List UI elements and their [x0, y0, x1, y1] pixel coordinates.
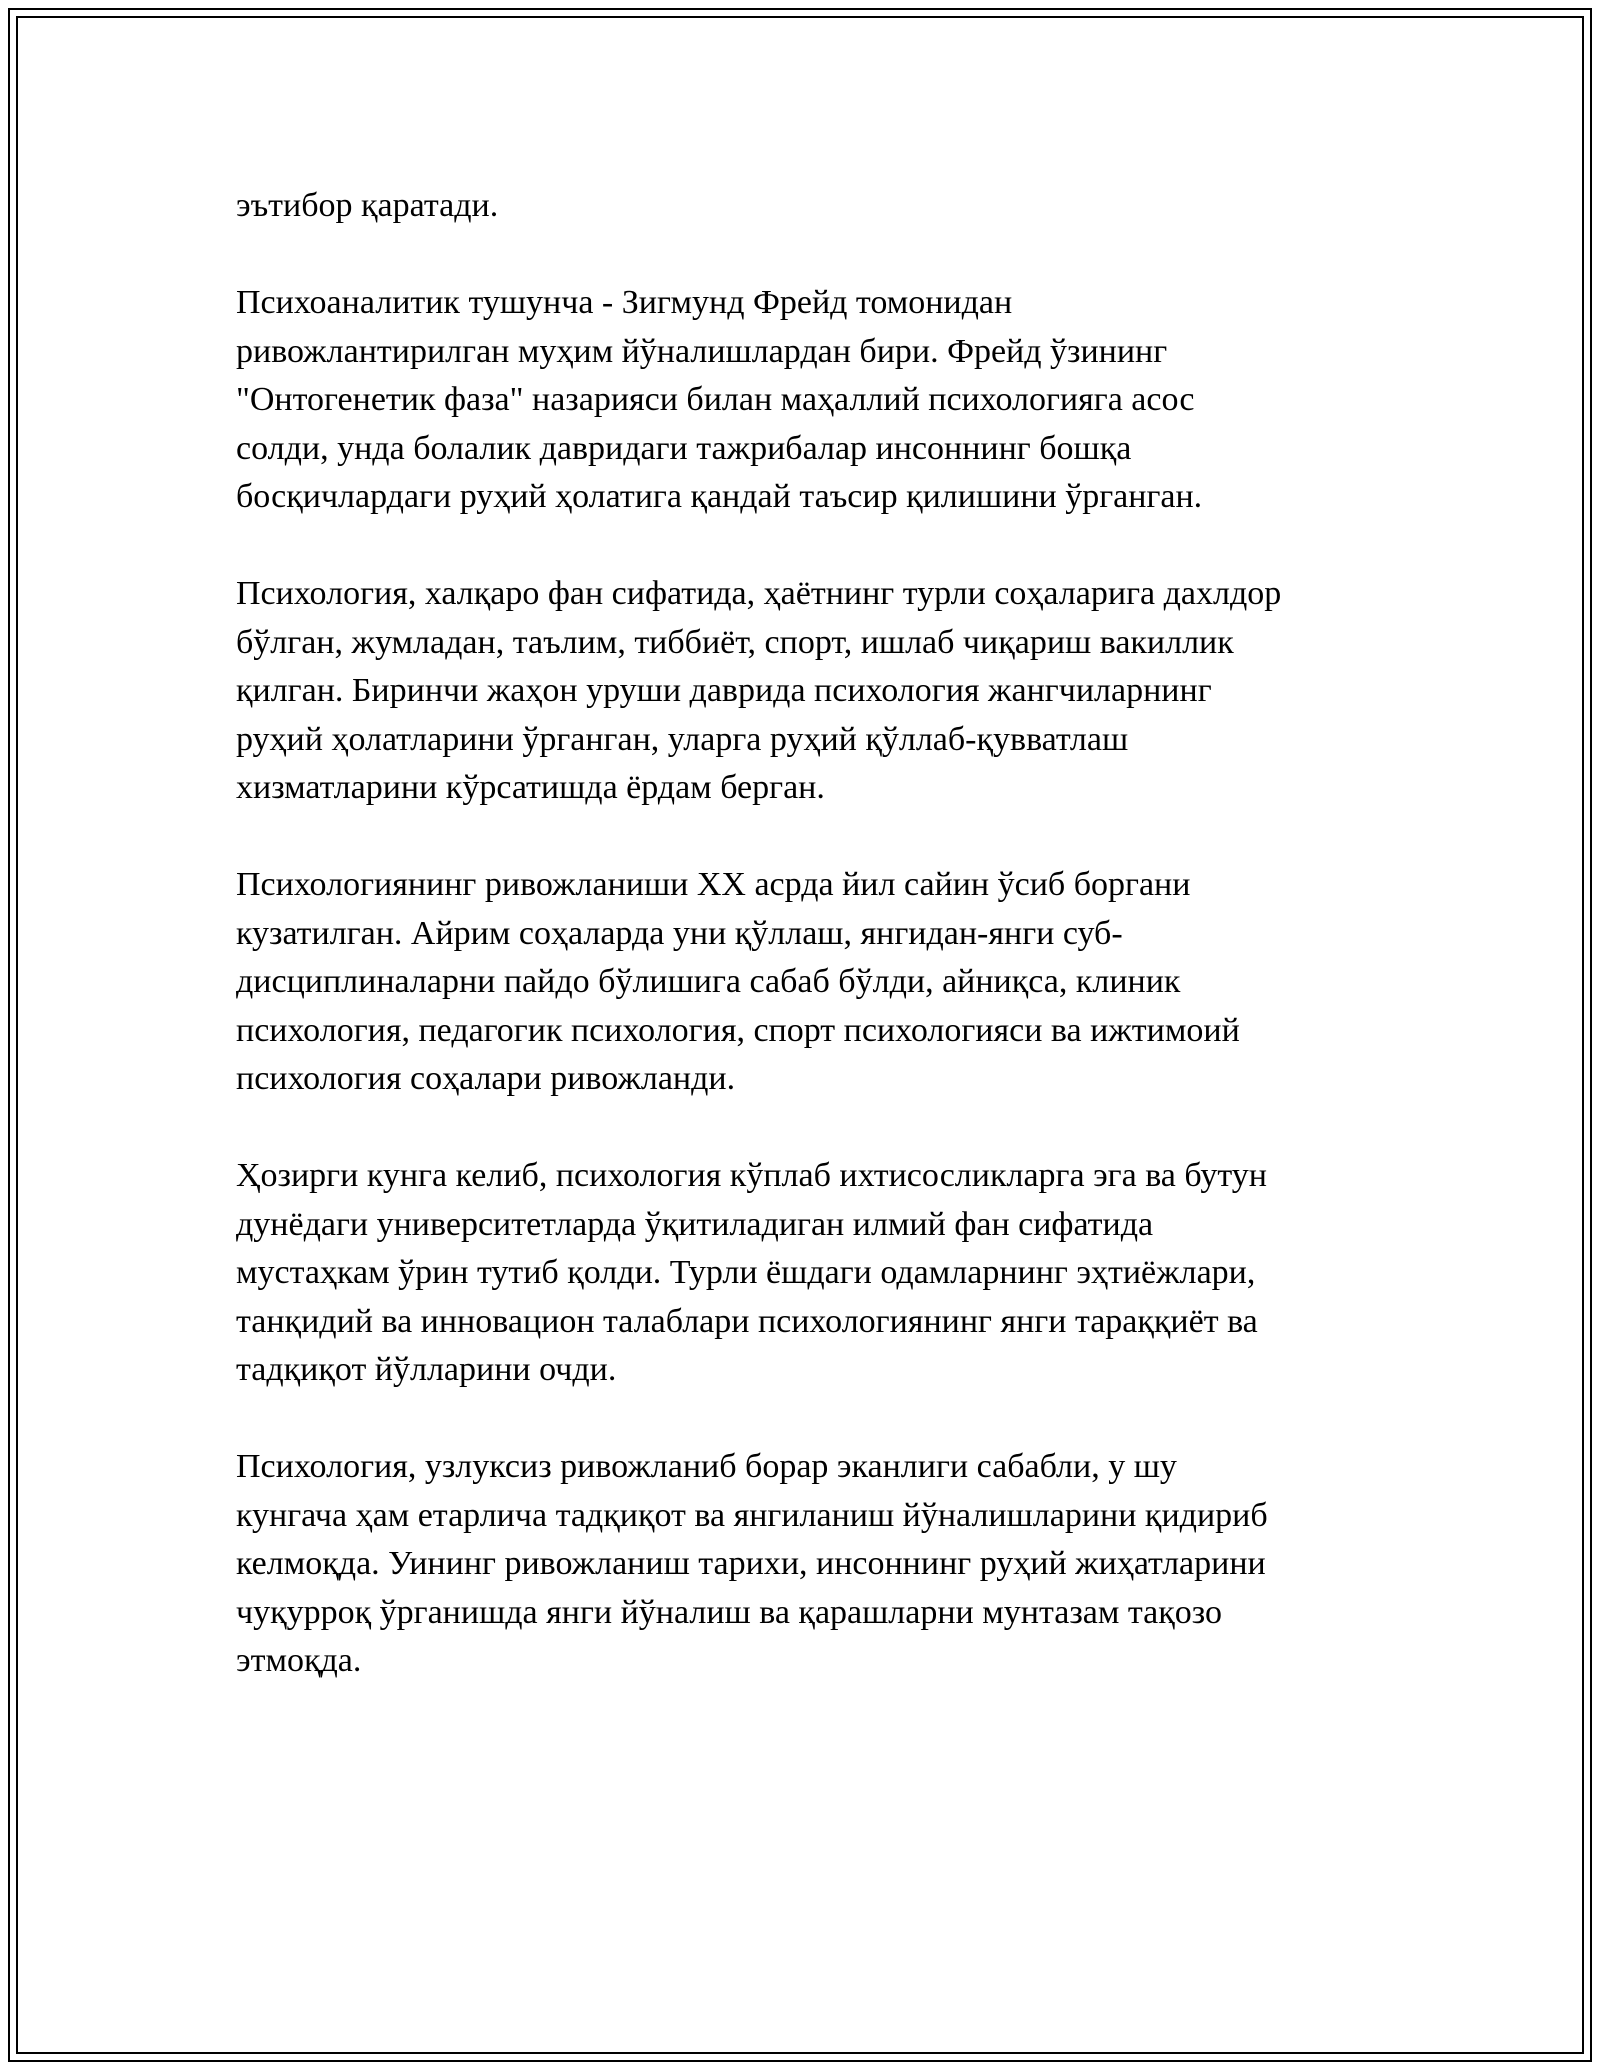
text-line: Психология, узлуксиз ривожланиб борар эканлиги сабабли, у шу — [236, 1448, 1177, 1485]
text-line: психология соҳалари ривожланди. — [236, 1060, 736, 1097]
text-line: қилган. Биринчи жаҳон уруши даврида психология жангчиларнинг — [236, 672, 1212, 709]
text-line: келмоқда. Уининг ривожланиш тарихи, инсоннинг руҳий жиҳатларини — [236, 1545, 1266, 1582]
text-line: хизматларини кўрсатишда ёрдам берган. — [236, 769, 825, 806]
text-line: ривожлантирилган муҳим йўналишлардан бири. Фрейд ўзининг — [236, 332, 1168, 370]
text-line: эътибор қаратади. — [236, 187, 499, 224]
text-line: мустаҳкам ўрин тутиб қолди. Турли ёшдаги одамларнинг эҳтиёжлари, — [236, 1254, 1256, 1291]
text-line: танқидий ва инновацион талаблари психологиянинг янги тараққиёт ва — [236, 1302, 1258, 1340]
text-line: дунёдаги университетларда ўқитиладиган илмий фан сифатида — [236, 1205, 1154, 1243]
text-line: Психоаналитик тушунча - Зигмунд Фрейд томонидан — [236, 284, 1013, 321]
paragraph-3 — [236, 570, 1406, 813]
text-line: психология, педагогик психология, спорт психологияси ва ижтимоий — [236, 1011, 1240, 1049]
text-line: бўлган, жумладан, таълим, тиббиёт, спорт, ишлаб чиқариш вакиллик — [236, 623, 1234, 661]
text-line: босқичлардаги руҳий ҳолатига қандай таъсир қилишини ўрганган. — [236, 478, 1203, 515]
paragraph-1 — [236, 182, 1406, 231]
text-line: дисциплиналарни пайдо бўлишига сабаб бўлди, айниқса, клиник — [236, 963, 1181, 1000]
text-line: этмоқда. — [236, 1642, 362, 1679]
text-line: Психология, халқаро фан сифатида, ҳаётнинг турли соҳаларига дахлдор — [236, 575, 1282, 612]
text-line: чуқурроқ ўрганишда янги йўналиш ва қарашларни мунтазам тақозо — [236, 1593, 1222, 1631]
text-line: руҳий ҳолатларини ўрганган, уларга руҳий қўллаб-қувватлаш — [236, 720, 1129, 758]
text-line: тадқиқот йўлларини очди. — [236, 1351, 617, 1388]
document-body — [236, 182, 1406, 1734]
text-line: Ҳозирги кунга келиб, психология кўплаб ихтисосликларга эга ва бутун — [236, 1157, 1268, 1194]
text-line: солди, унда болалик давридаги тажрибалар инсоннинг бошқа — [236, 429, 1132, 467]
paragraph-5 — [236, 1152, 1406, 1395]
text-line: Психологиянинг ривожланиши XX асрда йил сайин ўсиб боргани — [236, 866, 1191, 903]
text-line: кузатилган. Айрим соҳаларда уни қўллаш, янгидан-янги суб- — [236, 914, 1123, 952]
paragraph-2 — [236, 279, 1406, 522]
text-line: кунгача ҳам етарлича тадқиқот ва янгиланиш йўналишларини қидириб — [236, 1496, 1268, 1534]
paragraph-4 — [236, 861, 1406, 1104]
text-line: "Онтогенетик фаза" назарияси билан маҳаллий психологияга асос — [236, 381, 1195, 418]
paragraph-6 — [236, 1443, 1406, 1686]
